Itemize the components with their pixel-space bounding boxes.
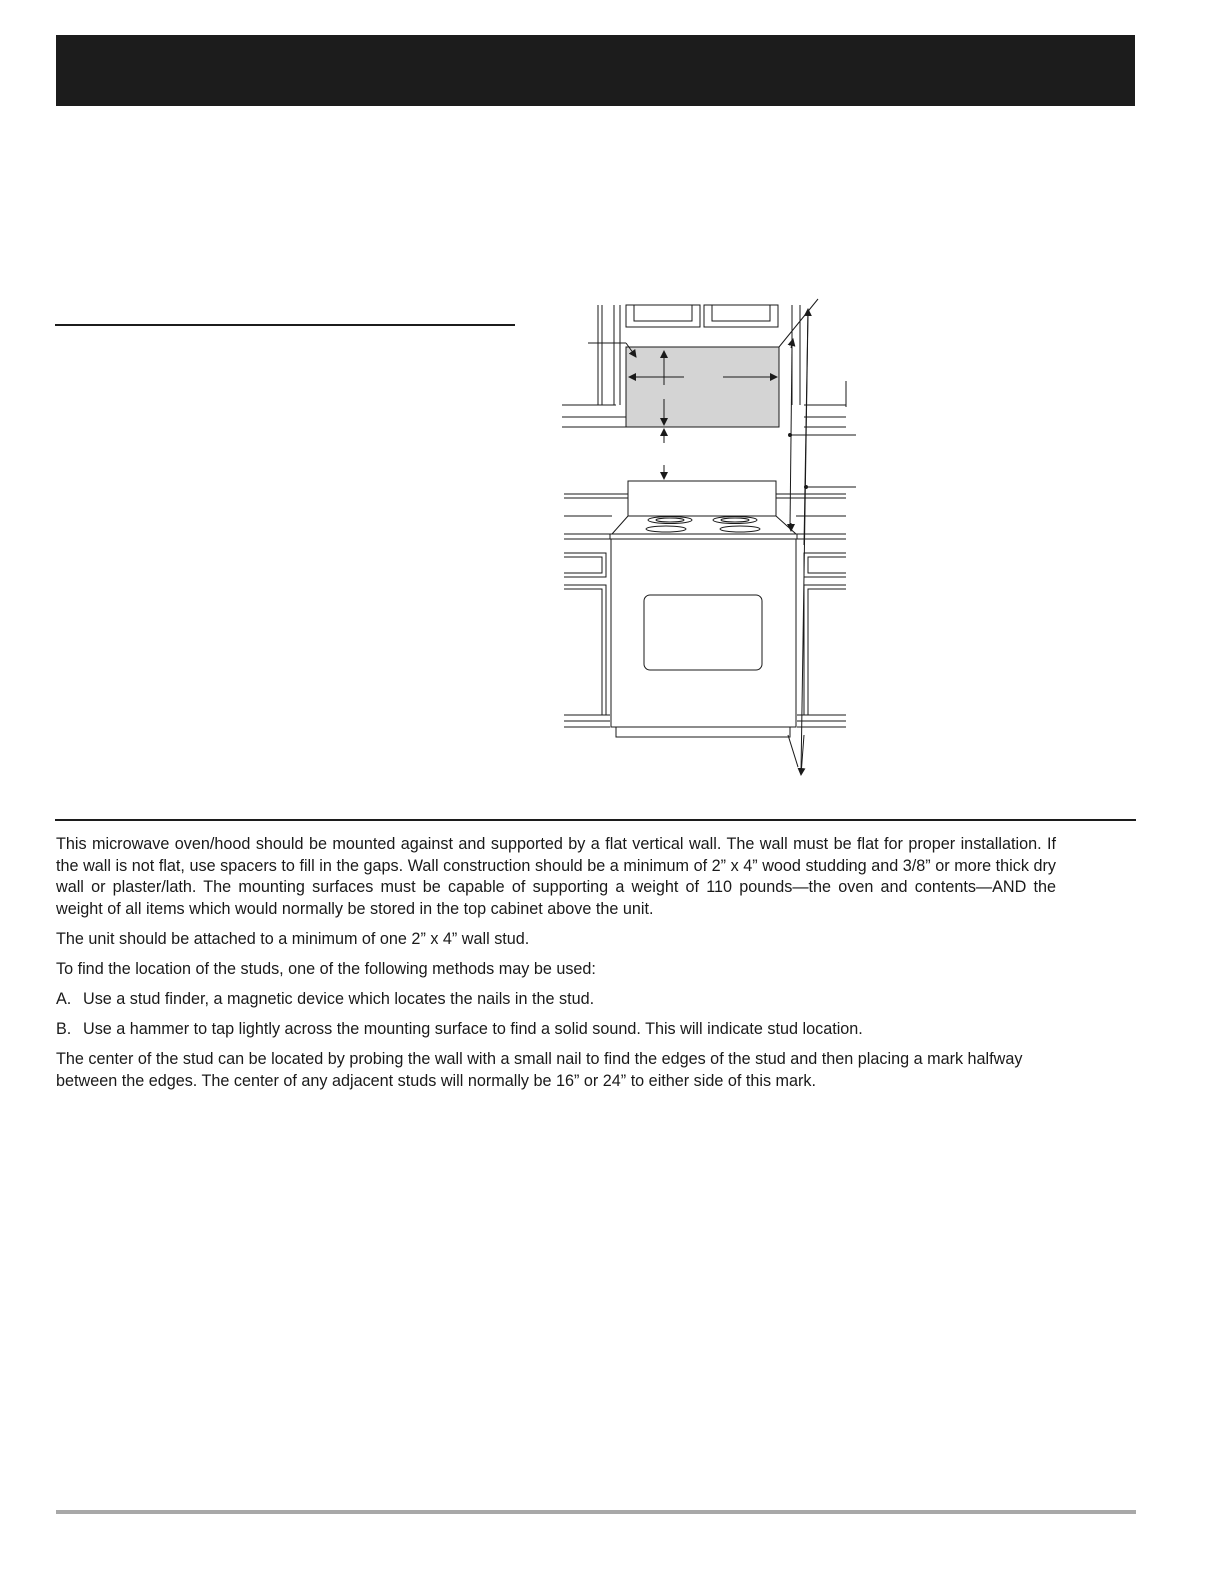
wall-mounting-instructions: [56, 834, 1056, 1101]
stud-requirement-paragraph: The unit should be attached to a minimum of one 2” x 4” wall stud.: [56, 929, 530, 948]
stud-methods-intro: To find the location of the studs, one of the following methods may be used:: [56, 959, 596, 978]
method-b: [56, 1019, 1056, 1041]
microwave-oven: [626, 347, 779, 427]
left-column-rule: [55, 324, 515, 326]
method-b-text: Use a hammer to tap lightly across the mounting surface to find a solid sound. This will indicate stud location.: [83, 1020, 863, 1039]
electric-range: [610, 481, 797, 737]
method-a-marker: A.: [56, 990, 72, 1009]
page-header-bar: [56, 35, 1135, 106]
method-b-marker: B.: [56, 1020, 72, 1039]
stud-center-paragraph: The center of the stud can be located by probing the wall with a small nail to find the edges of the stud and then placing a mark halfway between the edges. The center of any adjacent studs will normally be 16” or 24” to either side of this mark.: [56, 1050, 1023, 1090]
method-a-text: Use a stud finder, a magnetic device which locates the nails in the stud.: [83, 990, 595, 1009]
height-dimension-lines: [779, 299, 856, 775]
base-cabinets: [564, 494, 846, 727]
installation-diagram: [560, 295, 860, 785]
method-a: [56, 989, 1056, 1011]
section-divider-rule: [55, 819, 1136, 821]
footer-rule: [56, 1510, 1136, 1514]
wall-requirements-paragraph: This microwave oven/hood should be mounted against and supported by a flat vertical wall. The wall must be flat for proper installation. If the wall is not flat, use spacers to fill in the gaps. Wall construction should be a minimum of 2” x 4” wood studding and 3/8” or more thick dry wall or plaster/lath. The mounting surfaces must be capable of supporting a weight of 110 pounds—the oven and contents—AND the weight of all items which would normally be stored in the top cabinet above the unit.: [56, 835, 1056, 918]
